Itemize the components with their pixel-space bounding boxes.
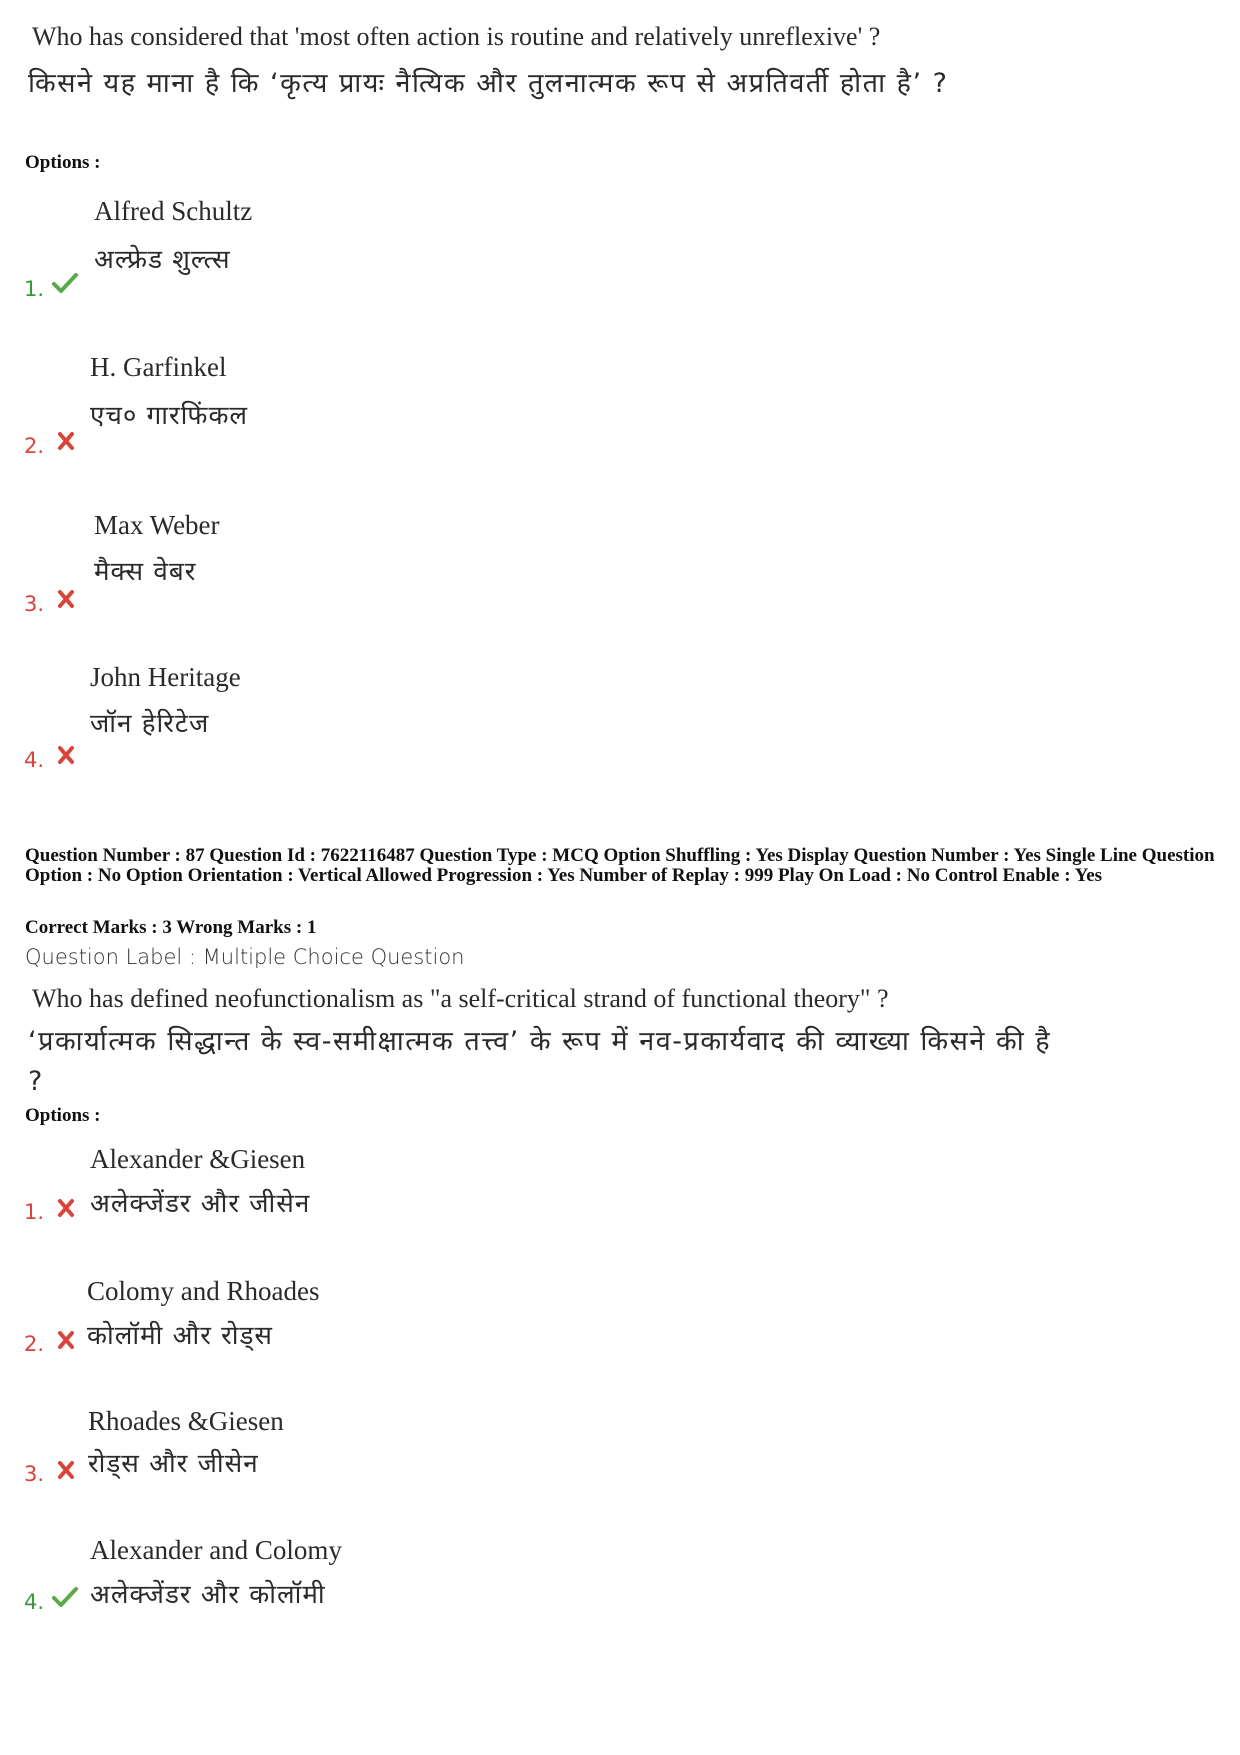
option-text-english: Max Weber: [94, 510, 220, 540]
question-label: Question Label : Multiple Choice Question: [25, 945, 465, 969]
option-number: 2.: [24, 434, 45, 458]
question-meta: Question Number : 87 Question Id : 7622116487 Question Type : MCQ Option Shuffling : Yes Display Question Number : Yes Single Line Question Option : No Option Orientation : Vertical Allowed Progression : Yes Number of Replay : 999 Play On Load : No Control Enable : Yes: [25, 845, 1215, 886]
check-icon: [52, 272, 78, 294]
check-icon: [52, 1586, 78, 1608]
option-number: 4.: [24, 1590, 45, 1614]
option-text-hindi: एच० गारफिंकल: [90, 401, 249, 431]
option-text-hindi: अल्फ्रेड शुल्त्स: [94, 245, 231, 275]
option-number: 1.: [24, 277, 45, 301]
question-text-hindi: किसने यह माना है कि ‘कृत्य प्रायः नैत्यिक और तुलनात्मक रूप से अप्रतिवर्ती होता है’ ?: [28, 68, 949, 99]
question-text-english: Who has considered that 'most often action is routine and relatively unreflexive' ?: [32, 22, 881, 51]
option-text-hindi: कोलॉमी और रोड्स: [87, 1321, 273, 1351]
option-text-english: H. Garfinkel: [90, 352, 227, 382]
question-text-hindi: ‘प्रकार्यात्मक सिद्धान्त के स्व-समीक्षात्मक तत्त्व’ के रूप में नव-प्रकार्यवाद की व्याख्या किसने की है ?: [28, 1026, 1052, 1097]
option-text-hindi: रोड्स और जीसेन: [88, 1449, 259, 1479]
option-number: 2.: [24, 1332, 45, 1356]
option-number: 1.: [24, 1200, 45, 1224]
cross-icon: [55, 1198, 81, 1220]
option-text-hindi: अलेक्जेंडर और कोलॉमी: [90, 1580, 326, 1610]
option-text-english: Rhoades &Giesen: [88, 1406, 284, 1436]
option-text-english: John Heritage: [90, 662, 241, 692]
option-text-english: Alexander &Giesen: [90, 1144, 306, 1174]
option-text-english: Colomy and Rhoades: [87, 1276, 320, 1306]
cross-icon: [55, 1330, 81, 1352]
options-label: Options :: [25, 1105, 101, 1126]
option-text-hindi: मैक्स वेबर: [94, 557, 197, 587]
option-number: 3.: [24, 1462, 45, 1486]
options-label: Options :: [25, 152, 101, 173]
question-text-english: Who has defined neofunctionalism as "a self-critical strand of functional theory" ?: [32, 984, 889, 1013]
option-text-english: Alexander and Colomy: [90, 1535, 342, 1565]
option-text-hindi: जॉन हेरिटेज: [90, 709, 210, 739]
option-number: 4.: [24, 748, 45, 772]
cross-icon: [55, 589, 81, 611]
option-text-hindi: अलेक्जेंडर और जीसेन: [90, 1189, 311, 1219]
cross-icon: [55, 745, 81, 767]
cross-icon: [55, 1460, 81, 1482]
marks-line: Correct Marks : 3 Wrong Marks : 1: [25, 917, 317, 938]
cross-icon: [55, 431, 81, 453]
option-number: 3.: [24, 592, 45, 616]
option-text-english: Alfred Schultz: [94, 196, 253, 226]
